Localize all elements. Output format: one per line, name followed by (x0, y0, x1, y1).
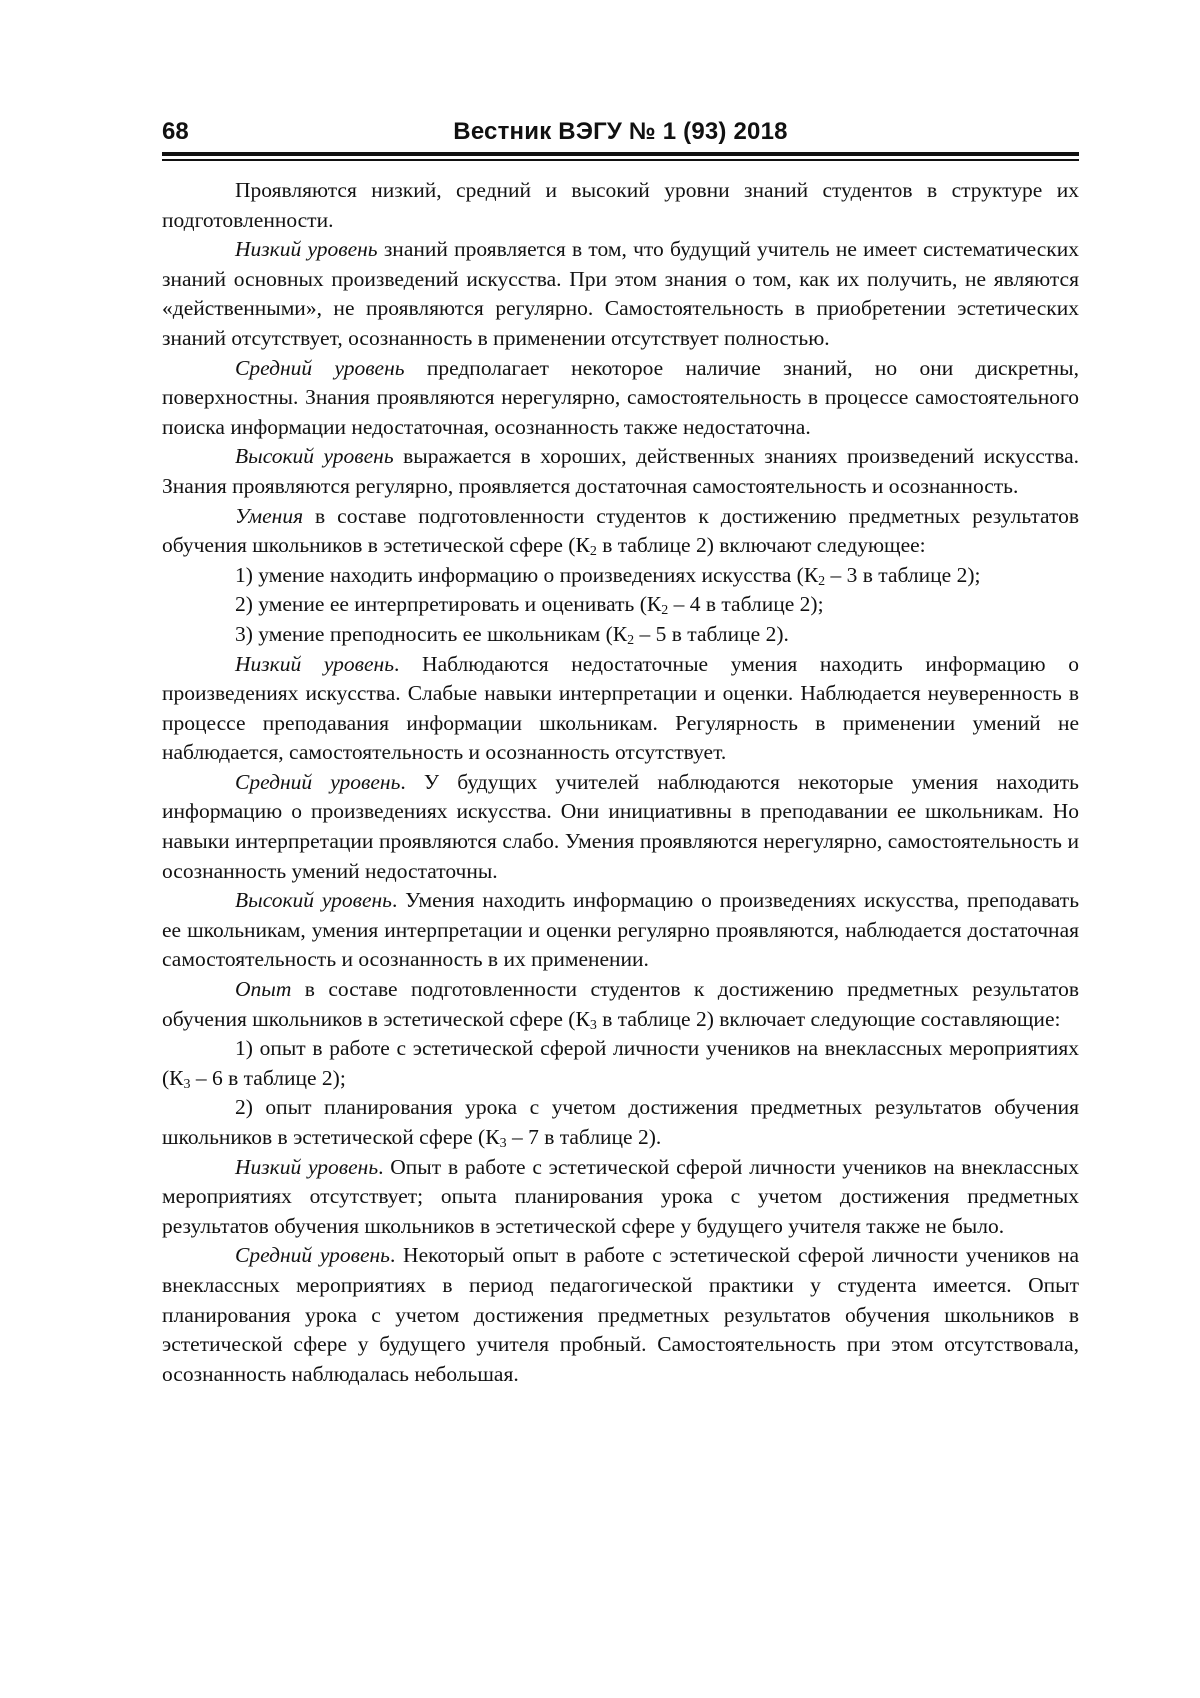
running-header (162, 118, 1079, 152)
term-experience: Опыт (235, 977, 292, 1002)
paragraph-knowledge-low: Низкий уровень знаний проявляется в том, что будущий учитель не имеет систематических знаний основных произведений искусства. При этом знания о том, как их получить, не являются «действенными», не проявляются регулярно. Самостоятельность в приобретении эстетических знаний отсутствует, осознанность в применении отсутствует полностью. (162, 237, 1079, 350)
term-high-level: Высокий уровень (235, 444, 394, 469)
header-rule-thick (162, 152, 1079, 156)
paragraph-experience-low: Низкий уровень. Опыт в работе с эстетической сферой личности учеников на внеклассных мероприятиях отсутствует; опыта планирования урока с учетом достижения предметных результатов обучения школьников в эстетической сфере у будущего учителя также не было. (162, 1154, 1079, 1238)
journal-title: Вестник ВЭГУ № 1 (93) 2018 (453, 118, 788, 145)
paragraph-skills-high: Высокий уровень. Умения находить информацию о произведениях искусства, преподавать ее школьникам, умения интерпретации и оценки регулярно проявляются, наблюдается достаточная самостоятельность и осознанность в их применении. (162, 888, 1079, 972)
term-low-level: Низкий уровень (235, 651, 394, 676)
term-low-level: Низкий уровень (235, 237, 378, 262)
term-medium-level: Средний уровень (235, 1243, 390, 1268)
list-item-skill-2: 2) умение ее интерпретировать и оценивать ($К_2 - 4$ в таблице 2); (235, 592, 824, 619)
list-item-skill-3: 3) умение преподносить ее школьникам ($К_2 - 5$ в таблице 2). (235, 621, 789, 648)
paragraph-skills-intro: Умения в составе подготовленности студентов к достижению предметных результатов обучения школьников в эстетической сфере ($К_2$ в таблице 2) включают следующее: (162, 503, 1079, 560)
page-number: 68 (162, 118, 189, 145)
list-item-skill-1: 1) умение находить информацию о произведениях искусства ($К_2 - 3$ в таблице 2); (235, 562, 981, 589)
paragraph-skills-medium: Средний уровень. У будущих учителей наблюдаются некоторые умения находить информацию о произведениях искусства. Они инициативны в преподавании ее школьникам. Но навыки интерпретации проявляются слабо. Умения проявляются нерегулярно, самостоятельность и осознанность умений недостаточны. (162, 769, 1079, 883)
term-skills: Умения (235, 503, 304, 528)
paragraph-experience-intro: Опыт в составе подготовленности студентов к достижению предметных результатов обучения школьников в эстетической сфере ($К_3$ в таблице 2) включает следующие составляющие: (162, 977, 1079, 1033)
paragraph-knowledge-high: Высокий уровень выражается в хороших, действенных знаниях произведений искусства. Знания проявляются регулярно, проявляется достаточная самостоятельность и осознанность. (162, 444, 1079, 498)
list-item-experience-1: 1) опыт в работе с эстетической сферой личности учеников на внеклассных мероприятиях ($К_3 - 6$ в таблице 2); (162, 1036, 1079, 1092)
term-high-level: Высокий уровень (235, 888, 392, 913)
list-item-experience-2: 2) опыт планирования урока с учетом достижения предметных результатов обучения школьников в эстетической сфере ($К_3 - 7$ в таблице 2). (162, 1095, 1079, 1151)
paragraph-experience-medium: Средний уровень. Некоторый опыт в работе с эстетической сферой личности учеников на внеклассных мероприятиях в период педагогической практики у студента имеется. Опыт планирования урока с учетом достижения предметных результатов обучения школьников в эстетической сфере у будущего учителя пробный. Самостоятельность при этом отсутствовала, осознанность наблюдалась небольшая. (162, 1243, 1079, 1386)
paragraph-skills-low: Низкий уровень. Наблюдаются недостаточные умения находить информацию о произведениях искусства. Слабые навыки интерпретации и оценки. Наблюдается неуверенность в процессе преподавания информации школьникам. Регулярность в применении умений не наблюдается, самостоятельность и осознанность отсутствует. (162, 651, 1079, 765)
term-medium-level: Средний уровень (235, 355, 405, 380)
paragraph-knowledge-medium: Средний уровень предполагает некоторое наличие знаний, но они дискретны, поверхностны. Знания проявляются нерегулярно, самостоятельность в процессе самостоятельного поиска информации недостаточная, осознанность также недостаточна. (162, 355, 1079, 439)
paragraph-levels-intro: Проявляются низкий, средний и высокий уровни знаний студентов в структуре их подготовленности. (162, 178, 1079, 232)
header-rule-thin (162, 159, 1079, 161)
term-low-level: Низкий уровень (235, 1154, 379, 1179)
term-medium-level: Средний уровень (235, 769, 401, 794)
article-body (162, 176, 1079, 1389)
